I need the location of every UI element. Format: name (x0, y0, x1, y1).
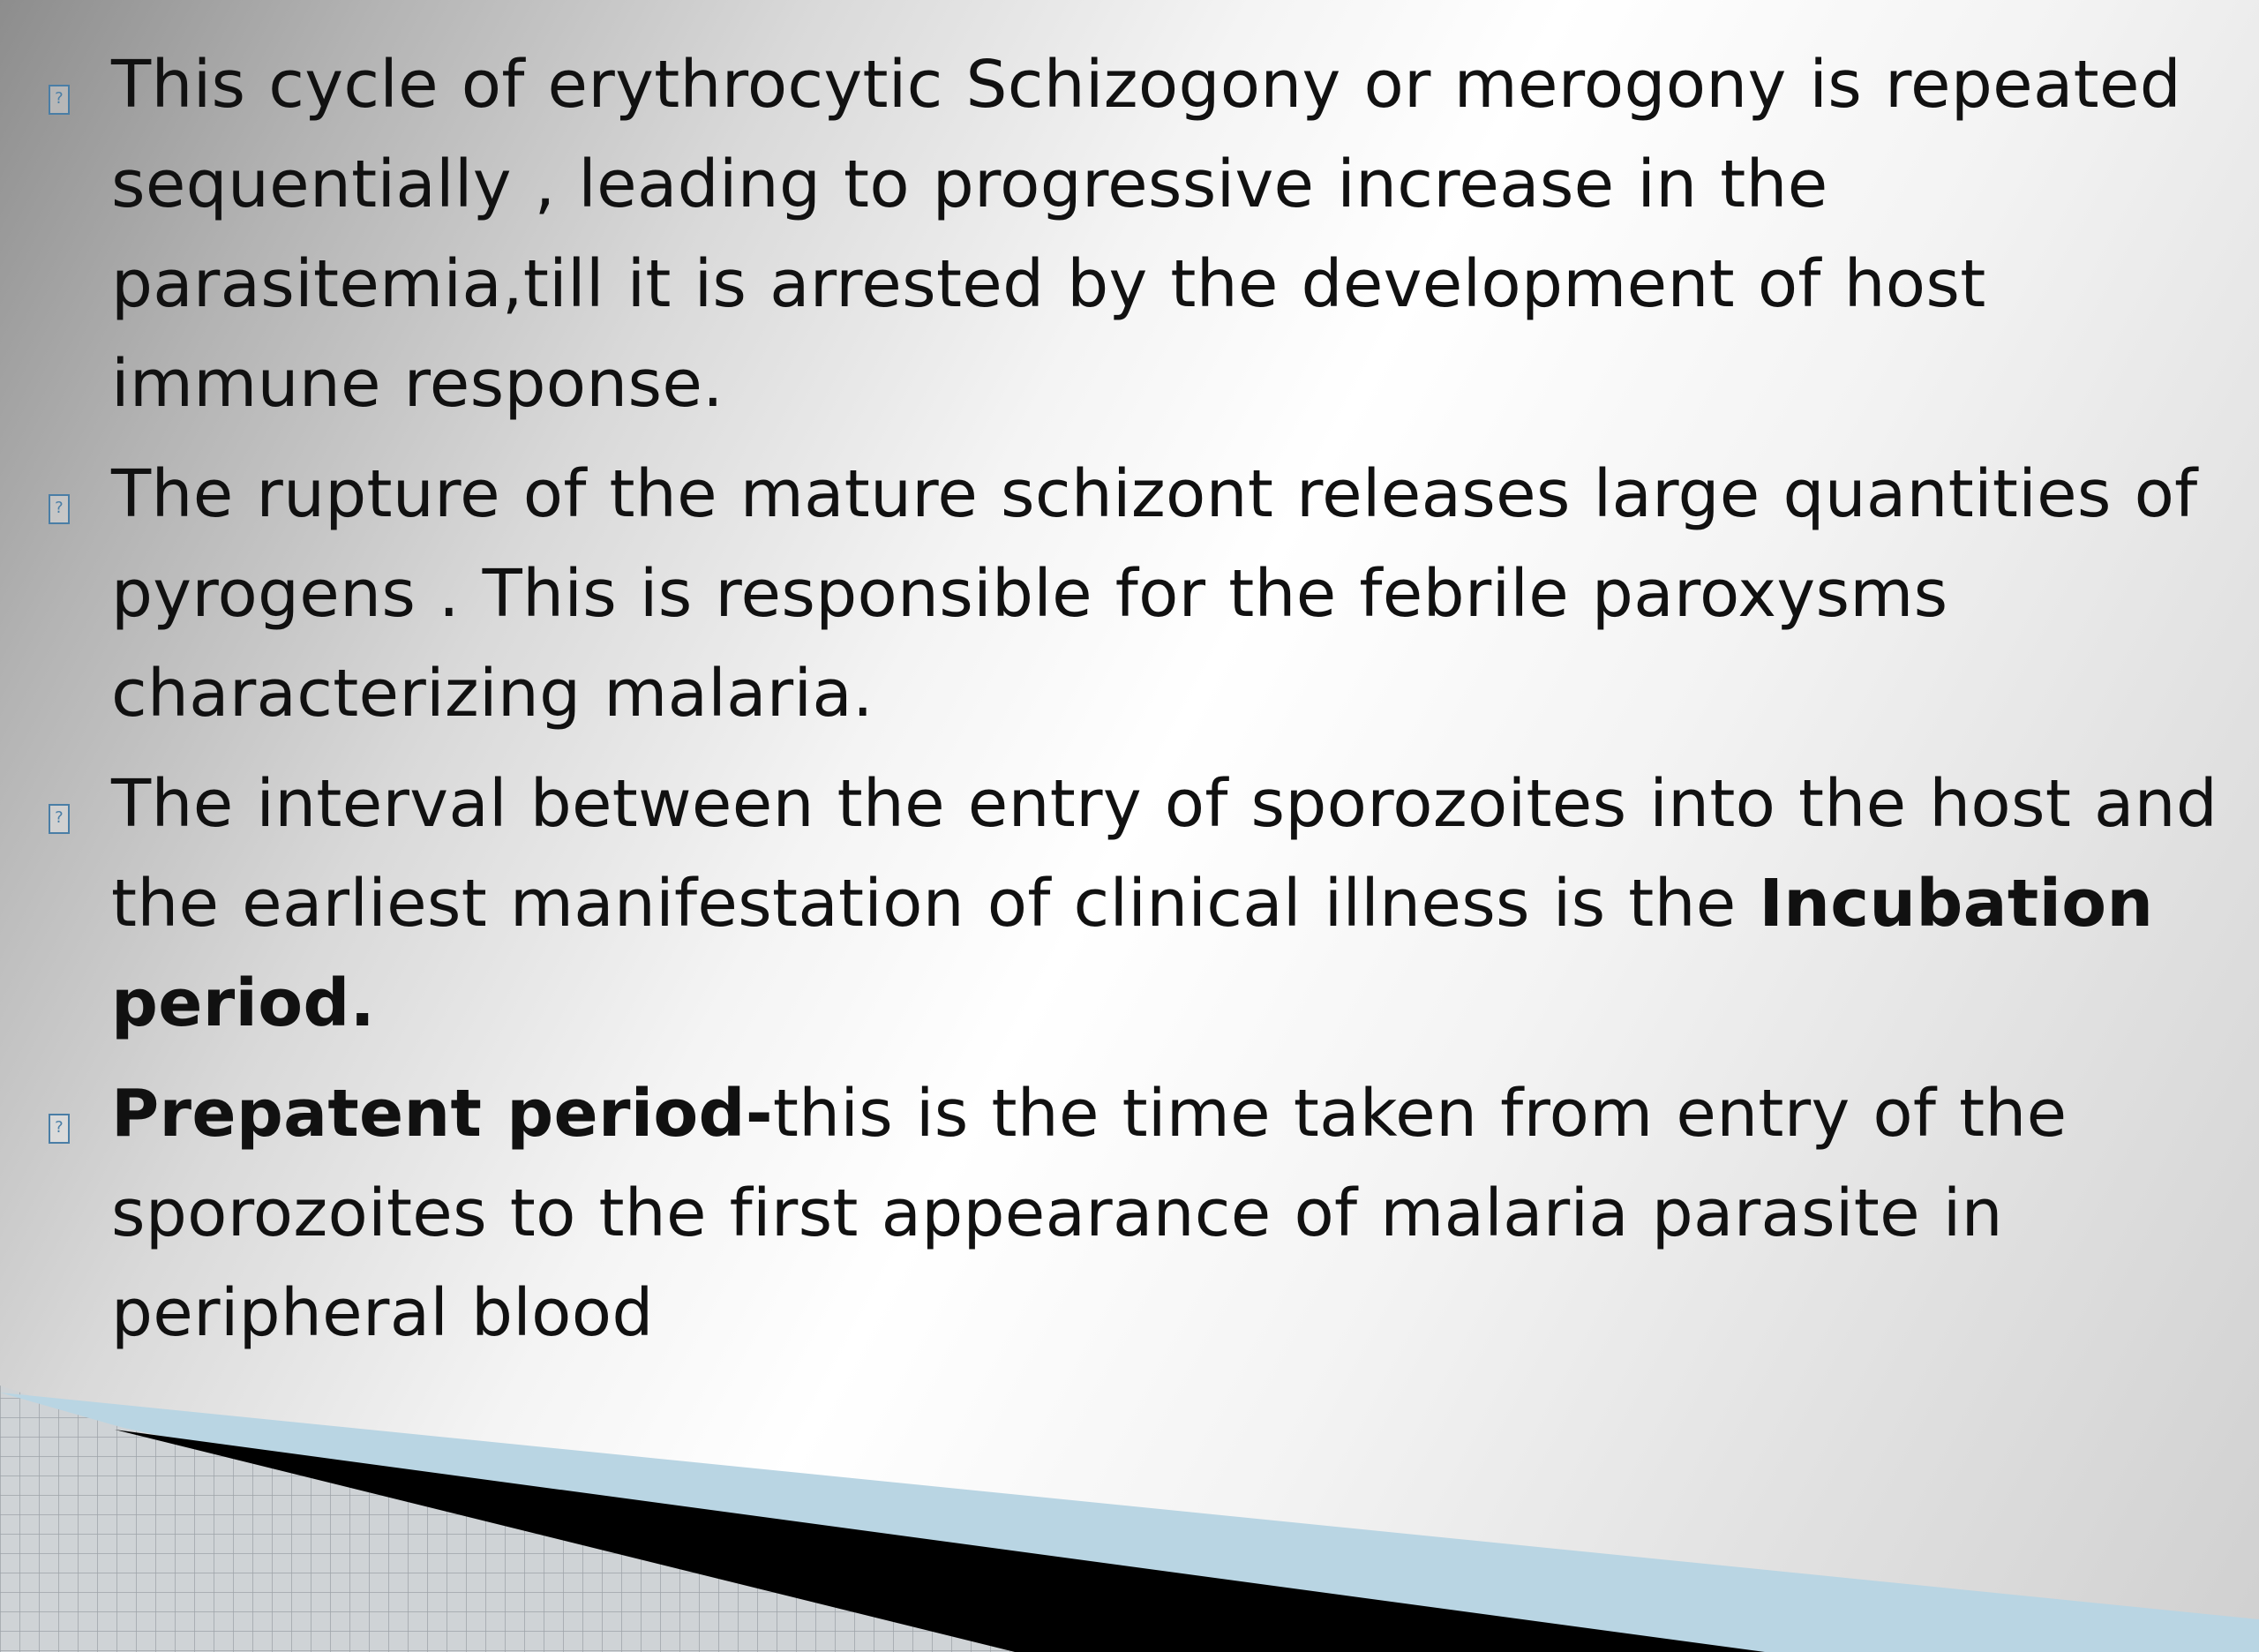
bullet-item-prepatent (0, 1064, 2259, 1363)
bullet-item-incubation (0, 755, 2259, 1054)
bullet-item-rupture (0, 445, 2259, 744)
placeholder-box-icon: ? (49, 1114, 70, 1144)
bullet-text (111, 1076, 2067, 1351)
bullet-text-bold: Incubation period. (111, 866, 2154, 1041)
placeholder-box-icon: ? (49, 85, 70, 115)
bullet-text: The rupture of the mature schizont releases large quantities of pyrogens . This is responsible for the febrile paroxysms characterizing malaria. (111, 456, 2198, 732)
placeholder-box-icon: ? (49, 494, 70, 524)
slide-body (0, 35, 2259, 1363)
bullet-text-regular: this is the time taken from entry of the sporozoites to the first appearance of malaria parasite in peripheral blood (111, 1076, 2068, 1351)
bullet-text-regular: The interval between the entry of sporozoites into the host and the earliest manifestation of clinical illness is the (111, 766, 2218, 942)
bullet-text: This cycle of erythrocytic Schizogony or merogony is repeated sequentially , leading to progressive increase in the parasitemia,till it is arrested by the development of host immune response. (111, 47, 2182, 422)
bullet-item-cycle (0, 35, 2259, 434)
placeholder-box-icon: ? (49, 804, 70, 834)
bullet-text (111, 766, 2218, 1041)
bullet-text-bold: Prepatent period- (111, 1076, 773, 1152)
decorative-corner-stripes (0, 1359, 2259, 1652)
